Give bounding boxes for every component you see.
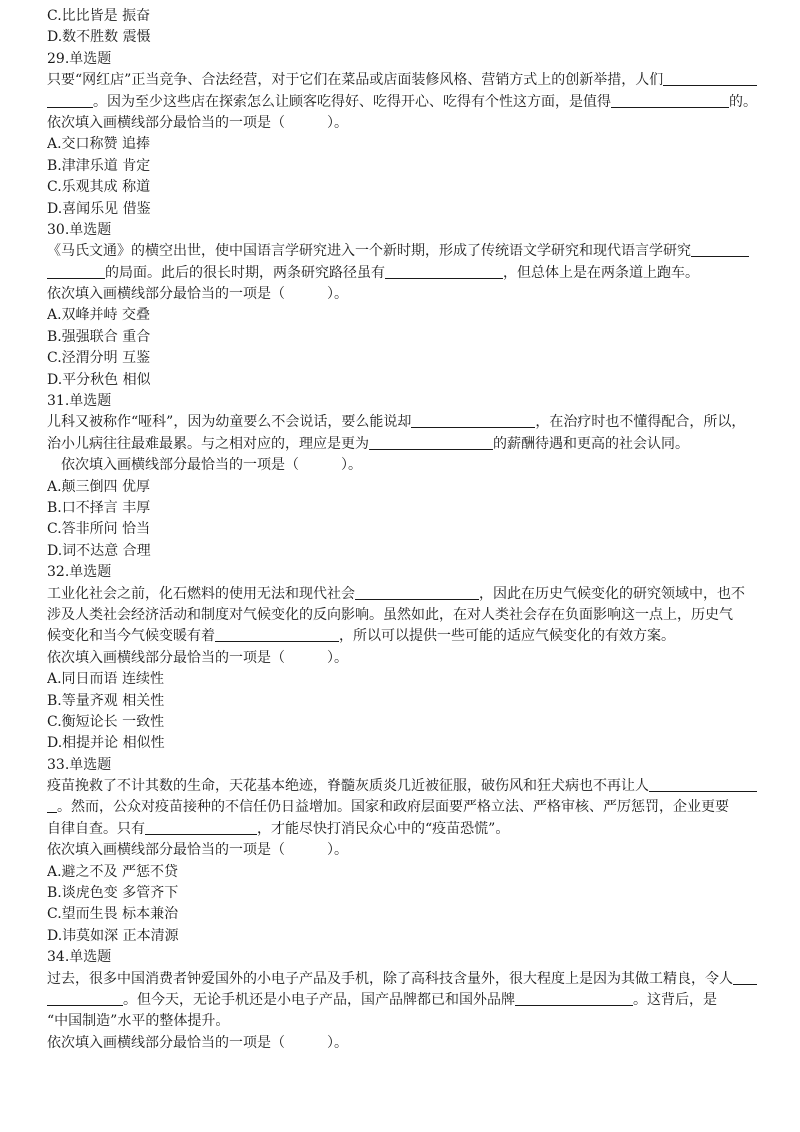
question-text-line: 。因为至少这些店在探索怎么让顾客吃得好、吃得开心、吃得有个性这方面，是值得 的。 bbox=[47, 92, 757, 113]
question-instruction: 依次填入画横线部分最恰当的一项是（ ）。 bbox=[61, 457, 362, 474]
question-text-line: 工业化社会之前，化石燃料的使用无法和现代社会 ，因此在历史气候变化的研究领域中，也不 bbox=[47, 585, 745, 602]
question-text-line: 疫苗挽救了不计其数的生命，天花基本绝迹，脊髓灰质炎几近被征服，破伤风和狂犬病也不再让人 bbox=[47, 776, 757, 797]
answer-blank bbox=[515, 991, 633, 1006]
option-c[interactable]: C.望而生畏 标本兼治 bbox=[47, 906, 179, 923]
answer-blank bbox=[47, 264, 105, 279]
question-text-line: 过去，很多中国消费者钟爱国外的小电子产品及手机，除了高科技含量外，很大程度上是因为其做工精良，令人 bbox=[47, 969, 757, 990]
answer-blank bbox=[369, 435, 493, 450]
option-a[interactable]: A.同日而语 连续性 bbox=[47, 671, 165, 688]
question-header: 31.单选题 bbox=[47, 393, 112, 410]
option-b[interactable]: B.强强联合 重合 bbox=[47, 328, 151, 345]
answer-blank bbox=[47, 93, 93, 108]
option-d[interactable]: D.相提并论 相似性 bbox=[47, 735, 165, 752]
answer-blank bbox=[733, 970, 757, 985]
answer-blank bbox=[663, 71, 757, 86]
option-d[interactable]: D.喜闻乐见 借鉴 bbox=[47, 200, 151, 217]
option-b[interactable]: B.谈虎色变 多管齐下 bbox=[47, 885, 179, 902]
question-text-line: 治小儿病往往最难最累。与之相对应的，理应是更为 的薪酬待遇和更高的社会认同。 bbox=[47, 435, 689, 452]
option-b[interactable]: B.口不择言 丰厚 bbox=[47, 499, 151, 516]
question-34 bbox=[47, 947, 757, 1054]
question-32 bbox=[47, 562, 757, 755]
question-text-line: 。然而，公众对疫苗接种的不信任仍日益增加。国家和政府层面要严格立法、严格审核、严厉惩罚，企业更要 bbox=[47, 797, 757, 818]
question-text-line: 《马氏文通》的横空出世，使中国语言学研究进入一个新时期，形成了传统语文学研究和现代语言学研究 bbox=[47, 241, 757, 262]
question-33 bbox=[47, 755, 757, 948]
question-text-line: 涉及人类社会经济活动和制度对气候变化的反向影响。虽然如此，在对人类社会存在负面影响这一点上，历史气 bbox=[47, 606, 733, 623]
question-header: 29.单选题 bbox=[47, 50, 112, 67]
option-a[interactable]: A.颠三倒四 优厚 bbox=[47, 478, 151, 495]
question-header: 30.单选题 bbox=[47, 221, 112, 238]
answer-blank bbox=[47, 798, 57, 813]
option-a[interactable]: A.避之不及 严惩不贷 bbox=[47, 863, 179, 880]
answer-blank bbox=[215, 627, 339, 642]
option-a[interactable]: A.双峰并峙 交叠 bbox=[47, 307, 151, 324]
question-header: 33.单选题 bbox=[47, 756, 112, 773]
question-29 bbox=[47, 49, 757, 220]
question-text-line: 。但今天，无论手机还是小电子产品，国产品牌都已和国外品牌 。这背后，是 bbox=[47, 990, 757, 1011]
answer-blank bbox=[611, 93, 729, 108]
option-d[interactable]: D.讳莫如深 正本清源 bbox=[47, 927, 179, 944]
option-c[interactable]: C.乐观其成 称道 bbox=[47, 179, 151, 196]
option-d[interactable]: D.数不胜数 震慑 bbox=[47, 29, 151, 46]
question-text-line: 儿科又被称作“哑科”，因为幼童要么不会说话，要么能说却 ，在治疗时也不懂得配合，所以， bbox=[47, 414, 746, 431]
answer-blank bbox=[411, 413, 535, 428]
option-c[interactable]: C.衡短论长 一致性 bbox=[47, 713, 165, 730]
document-page bbox=[47, 6, 757, 1054]
question-instruction: 依次填入画横线部分最恰当的一项是（ ）。 bbox=[47, 842, 348, 859]
question-instruction: 依次填入画横线部分最恰当的一项是（ ）。 bbox=[47, 114, 348, 131]
question-header: 34.单选题 bbox=[47, 949, 112, 966]
question-text-line: 只要“网红店”正当竞争、合法经营，对于它们在菜品或店面装修风格、营销方式上的创新举措，人们 bbox=[47, 70, 757, 91]
answer-blank bbox=[47, 991, 123, 1006]
question-text-line: 候变化和当今气候变暖有着 ，所以可以提供一些可能的适应气候变化的有效方案。 bbox=[47, 628, 675, 645]
question-instruction: 依次填入画横线部分最恰当的一项是（ ）。 bbox=[47, 1034, 348, 1051]
question-text-line: 的局面。此后的很长时期，两条研究路径虽有 ，但总体上是在两条道上跑车。 bbox=[47, 263, 757, 284]
answer-blank bbox=[649, 777, 757, 792]
answer-blank bbox=[691, 242, 749, 257]
question-30 bbox=[47, 220, 757, 391]
question-header: 32.单选题 bbox=[47, 564, 112, 581]
option-c[interactable]: C.答非所问 恰当 bbox=[47, 521, 151, 538]
answer-blank bbox=[385, 264, 503, 279]
option-d[interactable]: D.词不达意 合理 bbox=[47, 542, 151, 559]
question-instruction: 依次填入画横线部分最恰当的一项是（ ）。 bbox=[47, 649, 348, 666]
option-a[interactable]: A.交口称赞 追捧 bbox=[47, 136, 151, 153]
answer-blank bbox=[355, 585, 479, 600]
answer-blank bbox=[145, 820, 257, 835]
option-c[interactable]: C.泾渭分明 互鉴 bbox=[47, 350, 151, 367]
question-text-line: “中国制造”水平的整体提升。 bbox=[47, 1013, 230, 1030]
option-b[interactable]: B.津津乐道 肯定 bbox=[47, 157, 151, 174]
question-text-line: 自律自查。只有 ，才能尽快打消民众心中的“疫苗恐慌”。 bbox=[47, 820, 510, 837]
option-d[interactable]: D.平分秋色 相似 bbox=[47, 371, 151, 388]
option-b[interactable]: B.等量齐观 相关性 bbox=[47, 692, 165, 709]
question-31 bbox=[47, 391, 757, 562]
question-instruction: 依次填入画横线部分最恰当的一项是（ ）。 bbox=[47, 286, 348, 303]
option-c[interactable]: C.比比皆是 振奋 bbox=[47, 8, 151, 24]
